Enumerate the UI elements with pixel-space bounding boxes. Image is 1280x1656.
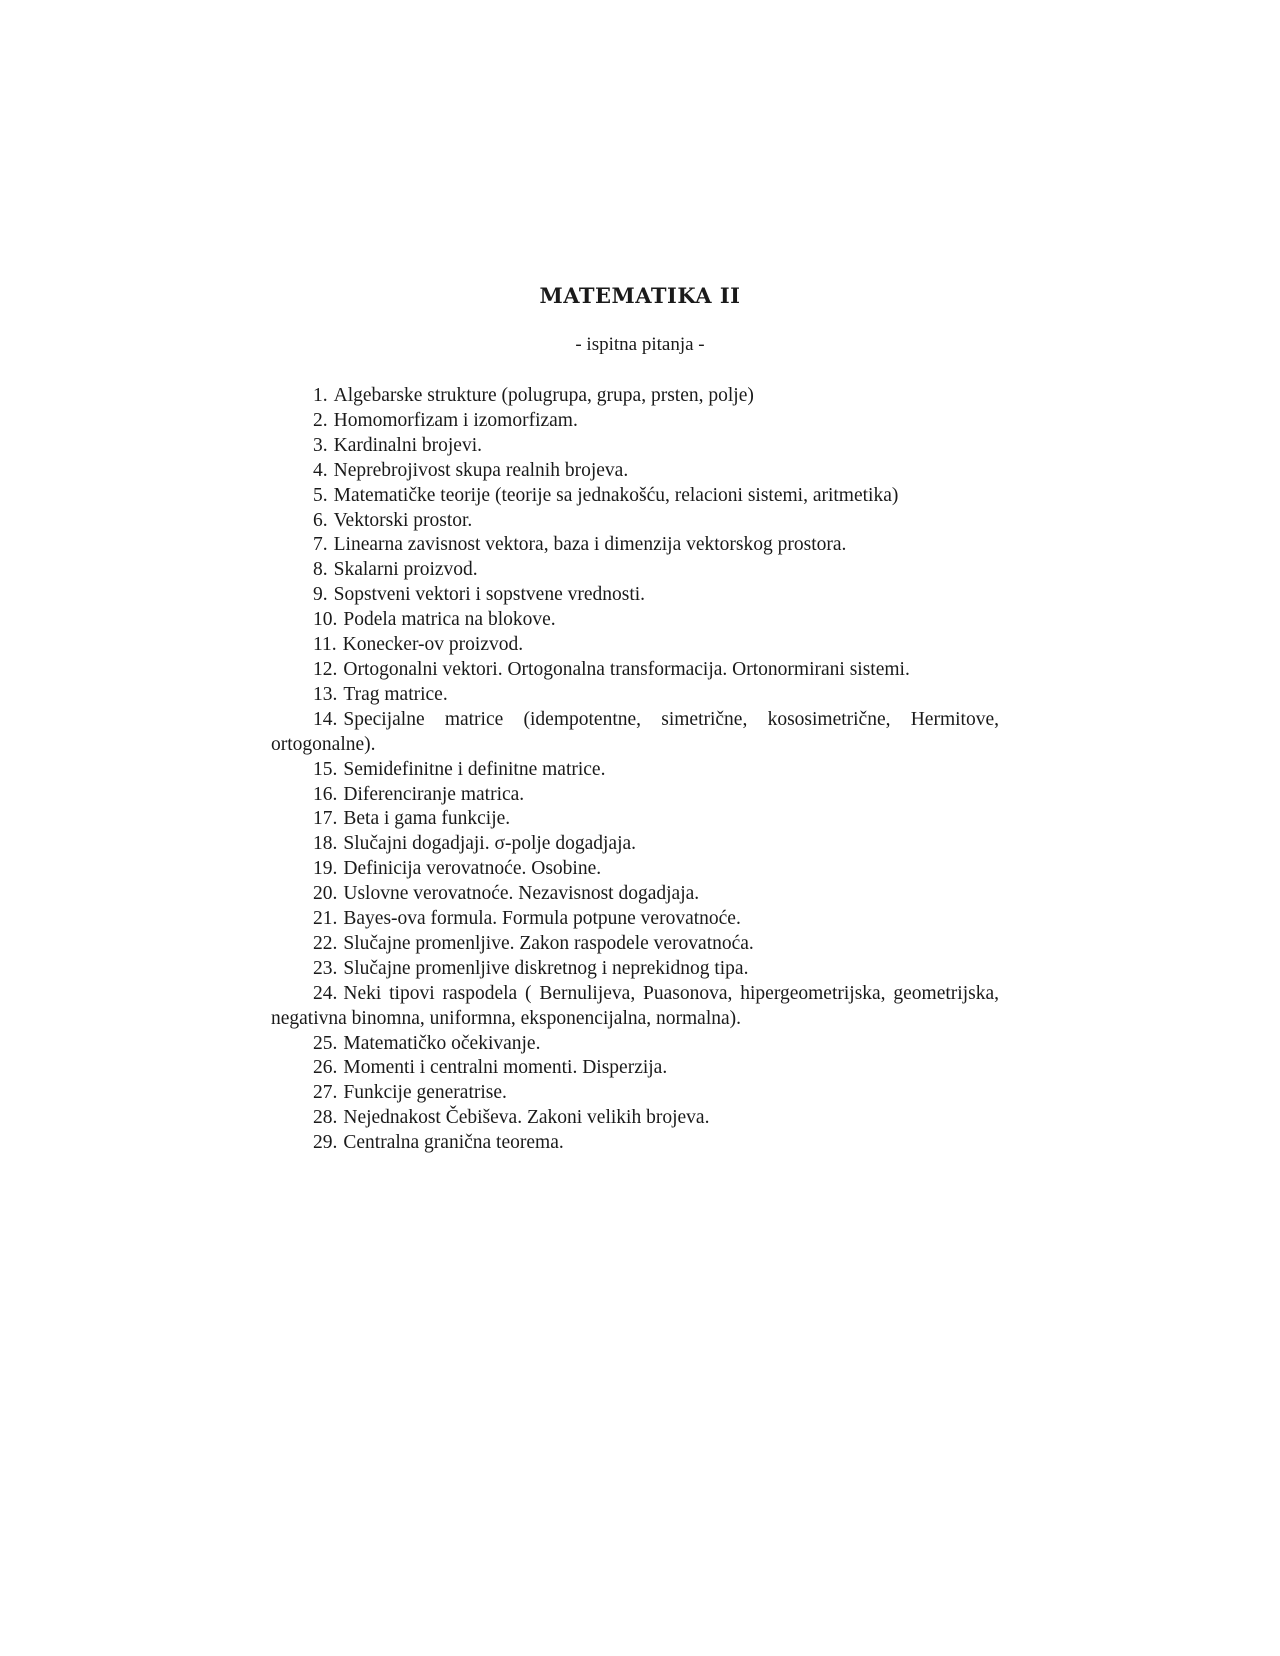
question-number: 7.: [313, 534, 328, 556]
question-text: Podela matrica na blokove.: [343, 609, 556, 631]
question-item: [271, 907, 999, 932]
question-item: [271, 484, 999, 509]
question-item: [271, 658, 999, 683]
question-number: 17.: [313, 808, 338, 830]
question-text: Ortogonalni vektori. Ortogonalna transformacija. Ortonormirani sistemi.: [343, 658, 910, 680]
question-item: [271, 807, 999, 832]
question-text: Funkcije generatrise.: [343, 1082, 507, 1104]
question-item: [271, 533, 999, 558]
question-text: Matematičke teorije (teorije sa jednakošću, relacioni sistemi, aritmetika): [333, 484, 899, 506]
document-title: MATEMATIKA II: [539, 283, 741, 308]
question-text: Trag matrice.: [343, 683, 448, 705]
question-text: Algebarske strukture (polugrupa, grupa, prsten, polje): [333, 385, 754, 406]
question-number: 3.: [313, 434, 328, 456]
question-number: 21.: [313, 908, 338, 930]
question-item: [271, 857, 999, 882]
question-number: 14.: [313, 708, 338, 730]
question-text: Neprebrojivost skupa realnih brojeva.: [333, 459, 629, 481]
question-item: [271, 982, 999, 1032]
question-text: Semidefinitne i definitne matrice.: [343, 758, 606, 780]
question-item: [271, 683, 999, 708]
question-number: 12.: [313, 658, 338, 680]
question-number: 26.: [313, 1057, 338, 1079]
question-text: Slučajne promenljive. Zakon raspodele verovatnoća.: [343, 932, 754, 954]
question-text: Neki tipovi raspodela ( Bernulijeva, Puasonova, hipergeometrijska, geometrijska, negativna binomna, uniformna, eksponencijalna, normalna).: [271, 982, 999, 1029]
question-text: Bayes-ova formula. Formula potpune verovatnoće.: [343, 908, 741, 930]
question-item: [271, 384, 999, 409]
question-text: Slučajne promenljive diskretnog i neprekidnog tipa.: [343, 957, 749, 979]
question-item: [271, 1081, 999, 1106]
question-number: 23.: [313, 957, 338, 979]
question-number: 15.: [313, 758, 338, 780]
question-item: [271, 583, 999, 608]
question-item: [271, 932, 999, 957]
question-item: [271, 1106, 999, 1131]
question-text: Vektorski prostor.: [333, 509, 473, 531]
question-number: 1.: [313, 385, 328, 406]
question-number: 6.: [313, 509, 328, 531]
question-text: Slučajni dogadjaji. σ-polje dogadjaja.: [343, 833, 637, 855]
question-list: [271, 384, 999, 1156]
question-item: [271, 882, 999, 907]
question-number: 25.: [313, 1032, 338, 1054]
question-text: Kardinalni brojevi.: [333, 434, 482, 456]
question-number: 22.: [313, 932, 338, 954]
question-text: Konecker-ov proizvod.: [342, 634, 524, 656]
question-number: 16.: [313, 783, 338, 805]
question-text: Beta i gama funkcije.: [343, 808, 511, 830]
question-item: [271, 783, 999, 808]
question-text: Momenti i centralni momenti. Disperzija.: [343, 1057, 668, 1079]
question-item: [271, 558, 999, 583]
question-item: [271, 1032, 999, 1057]
question-item: [271, 633, 999, 658]
question-item: [271, 1131, 999, 1156]
question-text: Sopstveni vektori i sopstvene vrednosti.: [333, 584, 646, 606]
question-number: 20.: [313, 883, 338, 905]
question-number: 29.: [313, 1132, 338, 1154]
question-number: 24.: [313, 982, 338, 1004]
question-number: 11.: [313, 634, 337, 656]
question-number: 28.: [313, 1107, 338, 1129]
question-number: 8.: [313, 559, 328, 581]
question-item: [271, 1056, 999, 1081]
question-item: [271, 608, 999, 633]
question-number: 5.: [313, 484, 328, 506]
question-item: [271, 708, 999, 758]
question-number: 9.: [313, 584, 328, 606]
question-number: 4.: [313, 459, 328, 481]
question-item: [271, 409, 999, 434]
question-text: Specijalne matrice (idempotentne, simetrične, kososimetrične, Hermitove, ortogonalne).: [271, 708, 999, 755]
question-item: [271, 957, 999, 982]
question-item: [271, 509, 999, 534]
question-number: 2.: [313, 409, 328, 431]
question-text: Uslovne verovatnoće. Nezavisnost dogadjaja.: [343, 883, 700, 905]
question-number: 27.: [313, 1082, 338, 1104]
question-text: Diferenciranje matrica.: [343, 783, 525, 805]
question-text: Homomorfizam i izomorfizam.: [333, 409, 578, 431]
question-item: [271, 434, 999, 459]
question-item: [271, 459, 999, 484]
question-text: Definicija verovatnoće. Osobine.: [343, 858, 602, 880]
document-subtitle: - ispitna pitanja -: [575, 334, 705, 355]
question-text: Linearna zavisnost vektora, baza i dimenzija vektorskog prostora.: [333, 534, 847, 556]
question-text: Centralna granična teorema.: [343, 1132, 564, 1154]
question-item: [271, 832, 999, 857]
question-number: 18.: [313, 833, 338, 855]
question-text: Nejednakost Čebiševa. Zakoni velikih brojeva.: [343, 1107, 710, 1129]
question-number: 19.: [313, 858, 338, 880]
question-text: Skalarni proizvod.: [333, 559, 478, 581]
question-number: 13.: [313, 683, 338, 705]
question-item: [271, 758, 999, 783]
question-number: 10.: [313, 609, 338, 631]
question-text: Matematičko očekivanje.: [343, 1032, 541, 1054]
